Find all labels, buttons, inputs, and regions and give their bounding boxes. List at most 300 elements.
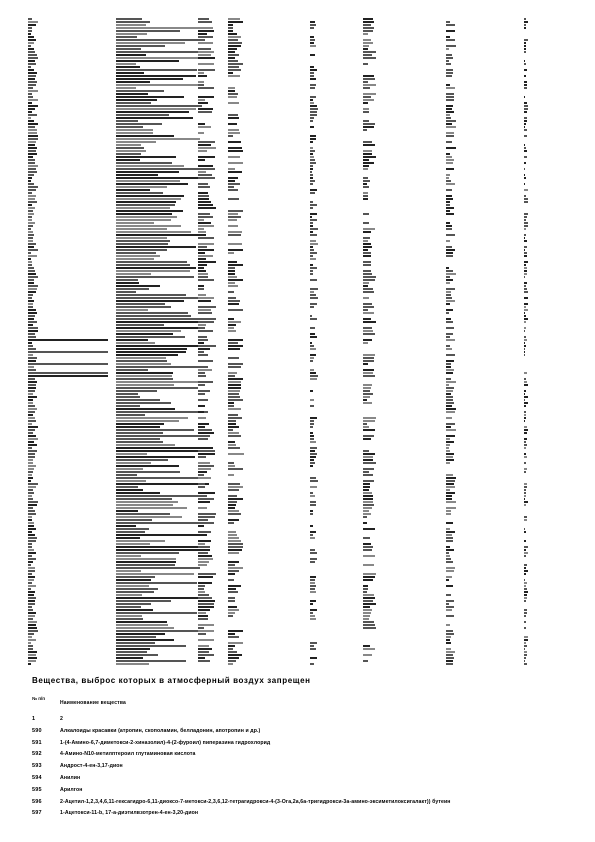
dense-table-cell xyxy=(198,585,205,587)
dense-table-cell xyxy=(310,204,317,206)
dense-table-cell xyxy=(446,126,456,128)
dense-table-cell xyxy=(363,231,371,233)
dense-table-cell xyxy=(228,654,242,656)
dense-table-cell xyxy=(198,432,214,434)
dense-table-cell xyxy=(116,54,146,56)
dense-table-cell xyxy=(116,171,179,173)
dense-table-cell xyxy=(363,123,375,125)
dense-table-cell xyxy=(28,612,36,614)
dense-table-cell xyxy=(28,54,37,56)
dense-table-cell xyxy=(198,627,204,629)
dense-table-cell xyxy=(446,87,455,89)
dense-table-cell xyxy=(310,180,315,182)
dense-table-cell xyxy=(198,249,214,251)
dense-table-cell xyxy=(228,567,243,569)
dense-table-cell xyxy=(28,81,37,83)
dense-table-cell xyxy=(446,336,450,338)
dense-table-cell xyxy=(116,663,149,665)
dense-table-cell xyxy=(524,345,526,347)
dense-table-cell xyxy=(446,252,453,254)
dense-table-cell xyxy=(28,39,36,41)
dense-table-cell xyxy=(446,396,453,398)
dense-table-cell xyxy=(446,450,450,452)
dense-table-cell xyxy=(363,162,374,164)
dense-table-cell xyxy=(363,453,375,455)
dense-table-cell xyxy=(524,111,527,113)
dense-table-cell xyxy=(28,429,35,431)
dense-table-cell xyxy=(524,327,526,329)
dense-table-cell xyxy=(446,651,455,653)
dense-table-cell xyxy=(228,30,233,32)
dense-table-cell xyxy=(524,318,528,320)
dense-table-cell xyxy=(198,198,209,200)
dense-table-cell xyxy=(524,417,526,419)
dense-table-cell xyxy=(198,219,204,221)
dense-table-cell xyxy=(228,273,235,275)
dense-table-cell xyxy=(310,240,316,242)
dense-table-cell xyxy=(363,483,370,485)
dense-table-cell xyxy=(363,399,367,401)
dense-table-cell xyxy=(446,561,453,563)
dense-table-cell xyxy=(116,447,199,449)
dense-table-cell xyxy=(198,327,205,329)
dense-table-cell xyxy=(363,450,369,452)
dense-table-cell xyxy=(363,306,374,308)
dense-table-cell xyxy=(310,399,314,401)
dense-table-cell xyxy=(363,270,371,272)
dense-table-cell xyxy=(28,75,36,77)
dense-table-cell xyxy=(310,231,313,233)
dense-table-cell xyxy=(446,288,455,290)
dense-table-cell xyxy=(446,189,452,191)
dense-table-cell xyxy=(116,552,179,554)
dense-table-cell xyxy=(28,531,32,533)
dense-table-cell xyxy=(116,435,210,437)
dense-table-cell xyxy=(28,312,37,314)
dense-table-cell xyxy=(28,96,33,98)
dense-table-cell xyxy=(524,651,527,653)
dense-table-cell xyxy=(363,555,375,557)
dense-table-cell xyxy=(446,333,453,335)
dense-table-cell xyxy=(28,606,32,608)
dense-table-cell xyxy=(310,291,314,293)
dense-table-cell xyxy=(446,501,456,503)
dense-table-cell xyxy=(198,27,213,29)
dense-table-cell xyxy=(363,243,371,245)
dense-table-cell xyxy=(116,72,144,74)
dense-table-cell xyxy=(198,612,206,614)
dense-table-cell xyxy=(363,513,371,515)
dense-table-cell xyxy=(446,366,451,368)
dense-table-cell xyxy=(446,312,449,314)
dense-table-cell xyxy=(228,96,237,98)
dense-table-cell xyxy=(310,513,313,515)
dense-table-cell xyxy=(228,324,236,326)
dense-table-cell xyxy=(198,297,214,299)
dense-table-cell xyxy=(116,189,150,191)
dense-table-cell xyxy=(446,456,453,458)
dense-table-cell xyxy=(28,126,35,128)
dense-table-cell xyxy=(363,81,368,83)
substance-name: Анилин xyxy=(60,774,81,781)
dense-table-cell xyxy=(116,243,168,245)
dense-table-cell xyxy=(524,636,528,638)
dense-table-cell xyxy=(446,507,456,509)
dense-table-cell xyxy=(228,417,242,419)
dense-table-cell xyxy=(310,279,317,281)
dense-table-cell xyxy=(524,39,528,41)
dense-table-cell xyxy=(524,102,527,104)
dense-table-cell xyxy=(310,375,318,377)
dense-table-cell xyxy=(524,447,526,449)
dense-table-cell xyxy=(446,462,450,464)
dense-table-cell xyxy=(116,339,148,341)
dense-table-cell xyxy=(446,153,450,155)
dense-table-cell xyxy=(363,261,371,263)
dense-table-cell xyxy=(228,261,237,263)
dense-table-cell xyxy=(228,342,238,344)
dense-table-cell xyxy=(28,66,31,68)
dense-table-cell xyxy=(198,351,204,353)
dense-table-cell xyxy=(446,447,449,449)
dense-table-cell xyxy=(363,87,370,89)
dense-table-cell xyxy=(310,168,313,170)
dense-table-cell xyxy=(198,594,209,596)
dense-table-cell xyxy=(310,603,313,605)
dense-table-cell xyxy=(198,399,208,401)
dense-table-cell xyxy=(524,174,525,176)
dense-table-cell xyxy=(198,213,210,215)
dense-table-cell xyxy=(116,546,205,548)
dense-table-cell xyxy=(116,579,151,581)
dense-table-cell xyxy=(363,183,367,185)
dense-table-cell xyxy=(524,147,526,149)
dense-table-cell xyxy=(228,102,239,104)
dense-table-cell xyxy=(228,276,237,278)
list-item xyxy=(32,740,572,752)
dense-table-cell xyxy=(228,156,240,158)
dense-table-cell xyxy=(28,33,31,35)
dense-table-cell xyxy=(198,501,210,503)
dense-table-cell xyxy=(310,255,313,257)
dense-table-cell xyxy=(228,663,233,665)
dense-table-cell xyxy=(446,111,454,113)
dense-table-cell xyxy=(363,363,368,365)
dense-table-cell xyxy=(198,354,208,356)
dense-table-cell xyxy=(116,324,164,326)
dense-table-cell xyxy=(116,348,187,350)
dense-table-cell xyxy=(228,504,236,506)
dense-table-cell xyxy=(28,453,35,455)
dense-table-cell xyxy=(363,597,375,599)
dense-table-cell xyxy=(310,648,316,650)
dense-table-cell xyxy=(363,228,375,230)
dense-table-cell xyxy=(116,93,148,95)
dense-table-cell xyxy=(198,492,215,494)
dense-table-cell xyxy=(446,348,452,350)
dense-table-cell xyxy=(116,87,136,89)
dense-table-cell xyxy=(228,390,240,392)
dense-table-cell xyxy=(363,126,374,128)
dense-table-cell xyxy=(524,348,525,350)
dense-table-cell xyxy=(524,276,525,278)
dense-table-cell xyxy=(116,192,163,194)
dense-table-cell xyxy=(363,420,375,422)
dense-table-cell xyxy=(524,441,526,443)
dense-table-cell xyxy=(363,24,371,26)
dense-table-cell xyxy=(363,468,374,470)
dense-table-cell xyxy=(446,477,456,479)
dense-table-cell xyxy=(198,75,207,77)
dense-table-cell xyxy=(363,402,372,404)
dense-table-cell xyxy=(524,222,528,224)
dense-table-cell xyxy=(310,342,312,344)
dense-table-cell xyxy=(524,495,526,497)
dense-table-cell xyxy=(310,558,317,560)
dense-table-cell xyxy=(198,549,210,551)
dense-table-cell xyxy=(228,399,243,401)
dense-table-cell xyxy=(116,567,200,569)
dense-table-cell xyxy=(524,24,526,26)
dense-table-cell xyxy=(363,45,369,47)
dense-table-cell xyxy=(310,174,313,176)
dense-table-cell xyxy=(524,342,525,344)
dense-table-cell xyxy=(198,225,214,227)
dense-table-cell xyxy=(116,573,194,575)
dense-table-cell xyxy=(116,522,202,524)
dense-table-cell xyxy=(363,357,374,359)
dense-table-cell xyxy=(310,552,317,554)
dense-table-cell xyxy=(198,243,214,245)
substance-name: 2-Ацетил-1,2,3,4,6,11-гексагидро-6,11-диоксо-7-метокси-2,3,6,12-тетрагидрокси-4-(3-Ога,2а,6а-тригидрокси-3а-амино-эксиметилоксигалакт)) бутеин xyxy=(60,798,451,805)
dense-table-cell xyxy=(310,510,313,512)
dense-table-cell xyxy=(198,267,204,269)
dense-table-cell xyxy=(524,642,526,644)
dense-table-cell xyxy=(198,429,212,431)
row-number: 593 xyxy=(32,763,42,770)
dense-table-cell xyxy=(198,147,216,149)
dense-table-cell xyxy=(116,450,211,452)
dense-table-cell xyxy=(310,585,316,587)
dense-table-cell xyxy=(446,576,452,578)
dense-table-cell xyxy=(524,285,526,287)
dense-table-cell xyxy=(310,87,315,89)
dense-table-cell xyxy=(116,624,168,626)
dense-table-cell xyxy=(524,570,528,572)
dense-table-cell xyxy=(116,129,153,131)
dense-table-cell xyxy=(198,324,206,326)
dense-table-cell xyxy=(446,378,451,380)
dense-table-cell xyxy=(363,486,370,488)
row-number: 1 xyxy=(32,716,36,722)
dense-table-cell xyxy=(116,105,202,107)
dense-table-cell xyxy=(524,216,527,218)
dense-table-cell xyxy=(363,660,368,662)
dense-table-cell xyxy=(116,153,141,155)
dense-table-cell xyxy=(198,447,213,449)
dense-table-cell xyxy=(28,465,36,467)
dense-table-cell xyxy=(524,195,526,197)
dense-table-cell xyxy=(363,165,369,167)
dense-table-cell xyxy=(28,519,32,521)
dense-table-cell xyxy=(524,162,526,164)
dense-table-cell xyxy=(28,540,36,542)
dense-table-cell xyxy=(28,252,31,254)
dense-table-cell xyxy=(310,78,316,80)
dense-table-cell xyxy=(446,363,451,365)
dense-table-cell xyxy=(116,270,190,272)
dense-table-cell xyxy=(228,636,239,638)
dense-table-cell xyxy=(116,462,151,464)
dense-table-cell xyxy=(28,387,36,389)
dense-table-cell xyxy=(446,303,450,305)
dense-table-cell xyxy=(228,36,241,38)
dense-table-cell xyxy=(198,474,204,476)
dense-table-cell xyxy=(363,291,374,293)
dense-table-cell xyxy=(28,345,33,347)
dense-table-cell xyxy=(228,213,238,215)
dense-table-cell xyxy=(310,318,317,320)
dense-table-cell xyxy=(228,381,241,383)
dense-table-cell xyxy=(363,618,369,620)
dense-table-cell xyxy=(310,207,313,209)
dense-table-cell xyxy=(116,402,171,404)
dense-table-cell xyxy=(446,327,454,329)
dense-table-cell xyxy=(446,54,452,56)
dense-table-cell xyxy=(198,609,210,611)
dense-table-cell xyxy=(28,588,31,590)
dense-table-cell xyxy=(228,561,239,563)
dense-table-cell xyxy=(363,591,367,593)
dense-table-cell xyxy=(363,30,373,32)
dense-table-cell xyxy=(28,237,33,239)
dense-table-cell xyxy=(228,135,233,137)
dense-table-cell xyxy=(198,660,210,662)
dense-table-cell xyxy=(446,648,451,650)
dense-table-cell xyxy=(310,171,312,173)
dense-table-cell xyxy=(524,612,527,614)
dense-table-cell xyxy=(363,360,374,362)
dense-table-cell xyxy=(116,432,163,434)
dense-table-cell xyxy=(446,540,453,542)
dense-table-cell xyxy=(116,240,170,242)
dense-table-cell xyxy=(524,198,528,200)
dense-table-cell xyxy=(310,435,314,437)
dense-table-cell xyxy=(310,288,318,290)
substance-name: 1-(4-Амино-6,7-диметокси-2-хиназолил)-4-(2-фуроил) пиперазина гидрохлорид xyxy=(60,739,271,746)
dense-table-cell xyxy=(198,186,210,188)
dense-table-cell xyxy=(363,522,367,524)
dense-table-cell xyxy=(524,27,526,29)
dense-table-cell xyxy=(116,471,180,473)
dense-table-cell xyxy=(116,141,156,143)
dense-table-cell xyxy=(116,261,187,263)
dense-table-cell xyxy=(310,501,316,503)
dense-table-cell xyxy=(363,333,375,335)
dense-table-cell xyxy=(116,60,179,62)
dense-table-cell xyxy=(446,309,453,311)
dense-table-cell xyxy=(446,423,455,425)
dense-table-cell xyxy=(198,126,211,128)
dense-table-cell xyxy=(28,450,37,452)
dense-table-cell xyxy=(524,288,527,290)
dense-table-cell xyxy=(198,192,208,194)
dense-table-cell xyxy=(524,414,526,416)
dense-table-cell xyxy=(198,597,212,599)
dense-table-cell xyxy=(116,159,140,161)
dense-table-cell xyxy=(28,303,33,305)
dense-table-cell xyxy=(28,357,37,359)
dense-table-cell xyxy=(116,111,189,113)
dense-table-cell xyxy=(446,534,452,536)
dense-table-cell xyxy=(28,495,32,497)
dense-table-cell xyxy=(116,63,136,65)
dense-table-cell xyxy=(116,51,207,53)
dense-table-cell xyxy=(28,150,36,152)
dense-table-cell xyxy=(228,249,243,251)
dense-table-cell xyxy=(116,597,207,599)
dense-table-cell xyxy=(198,384,205,386)
dense-table-cell xyxy=(198,195,209,197)
dense-table-cell xyxy=(524,402,528,404)
dense-table-cell xyxy=(446,633,454,635)
dense-table-cell xyxy=(228,327,234,329)
dense-table-cell xyxy=(310,456,316,458)
dense-table-cell xyxy=(524,87,527,89)
dense-table-cell xyxy=(446,600,454,602)
dense-table-cell xyxy=(228,429,233,431)
dense-table-cell xyxy=(363,498,373,500)
dense-table-cell xyxy=(28,210,33,212)
dense-table-cell xyxy=(228,402,234,404)
dense-table-cell xyxy=(310,657,317,659)
dense-table-cell xyxy=(363,309,368,311)
substance-name: Андрост-4-ен-3,17-дион xyxy=(60,763,123,770)
dense-table-cell xyxy=(28,249,38,251)
list-item xyxy=(32,716,572,728)
dense-table-cell xyxy=(198,417,206,419)
dense-table-cell xyxy=(198,177,215,179)
dense-table-cell xyxy=(228,510,239,512)
dense-table-cell xyxy=(228,633,235,635)
dense-table-cell xyxy=(28,354,33,356)
substance-name: Арилгон xyxy=(60,786,83,793)
dense-table-cell xyxy=(446,210,450,212)
dense-table-cell xyxy=(28,291,36,293)
dense-table-cell xyxy=(446,522,453,524)
dense-table-cell xyxy=(28,411,35,413)
dense-table-cell xyxy=(524,573,526,575)
dense-table-cell xyxy=(524,291,528,293)
dense-table-cell xyxy=(228,393,239,395)
dense-table-cell xyxy=(28,258,31,260)
dense-table-cell xyxy=(198,339,208,341)
dense-table-cell xyxy=(198,273,208,275)
dense-table-cell xyxy=(198,348,210,350)
dense-table-cell xyxy=(228,318,234,320)
dense-table-cell xyxy=(28,51,35,53)
dense-table-cell xyxy=(198,615,208,617)
dense-table-cell xyxy=(363,603,376,605)
dense-table-cell xyxy=(524,81,527,83)
dense-table-cell xyxy=(28,603,35,605)
dense-table-cell xyxy=(28,273,36,275)
dense-table-cell xyxy=(363,609,372,611)
dense-table-cell xyxy=(310,450,315,452)
dense-table-cell xyxy=(28,198,35,200)
dense-table-cell xyxy=(228,279,243,281)
dense-table-cell xyxy=(116,108,196,110)
